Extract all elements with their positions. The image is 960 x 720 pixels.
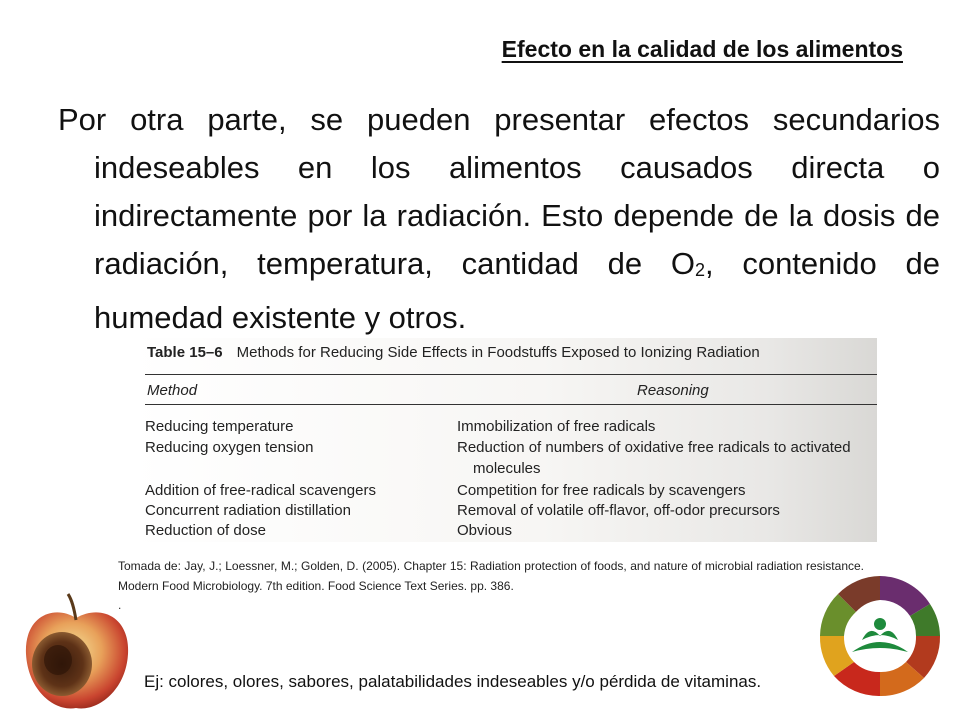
- example-text: Ej: colores, olores, sabores, palatabilidades indeseables y/o pérdida de vitaminas.: [144, 672, 762, 691]
- table-cell-method: Reduction of dose: [145, 522, 266, 539]
- table-rule: [145, 374, 877, 375]
- table-cell-method: Concurrent radiation distillation: [145, 502, 351, 519]
- header-method: Method: [147, 382, 198, 399]
- table-caption: [147, 344, 760, 361]
- table-rule: [145, 404, 877, 405]
- table-cell-reasoning: Immobilization of free radicals: [457, 418, 656, 435]
- radura-logo-icon: [818, 574, 942, 698]
- table-caption-text: Methods for Reducing Side Effects in Foodstuffs Exposed to Ionizing Radiation: [236, 344, 760, 361]
- header-reasoning: Reasoning: [637, 382, 709, 399]
- slide-title: Efecto en la calidad de los alimentos: [501, 36, 903, 62]
- table-number: Table 15–6: [147, 344, 223, 361]
- table-cell-method: Addition of free-radical scavengers: [145, 482, 376, 499]
- table-cell-method: Reducing temperature: [145, 418, 294, 435]
- citation-dot: .: [118, 598, 122, 612]
- table-cell-reasoning: Competition for free radicals by scavengers: [457, 482, 746, 499]
- oxygen-subscript: 2: [694, 260, 705, 280]
- table-cell-reasoning: Reduction of numbers of oxidative free radicals to activated: [457, 439, 851, 456]
- paragraph-text-end: , contenido de humedad existente y otros.: [94, 246, 940, 335]
- table-image: [131, 338, 877, 542]
- rotten-apple-icon: [18, 590, 134, 714]
- main-paragraph: [58, 96, 940, 342]
- citation: Tomada de: Jay, J.; Loessner, M.; Golden, D. (2005). Chapter 15: Radiation protection of foods, and nature of microbial radiation resistance. Modern Food Microbiology. 7th edition. Food Science Text Series. pp. 386.: [118, 559, 864, 593]
- table-cell-reasoning: molecules: [473, 460, 541, 477]
- table-cell-reasoning: Removal of volatile off-flavor, off-odor precursors: [457, 502, 780, 519]
- table-cell-method: Reducing oxygen tension: [145, 439, 314, 456]
- paragraph-text: Por otra parte, se pueden presentar efectos secundarios indeseables en los alimentos causados directa o indirectamente por la radiación. Esto depende de la dosis de radiación, temperatura, cantidad de O: [58, 102, 940, 281]
- table-cell-reasoning: Obvious: [457, 522, 513, 539]
